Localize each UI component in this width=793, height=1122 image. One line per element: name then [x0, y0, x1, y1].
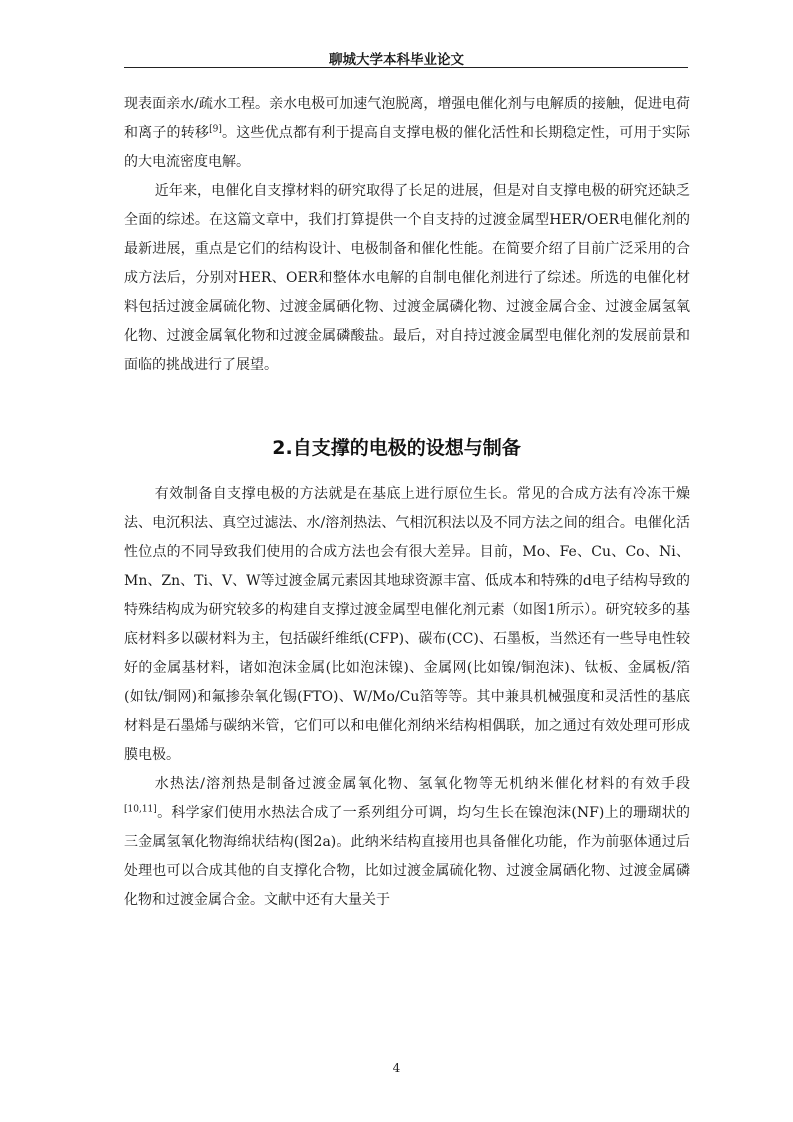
- paragraph-text: 。这些优点都有利于提高自支撑电极的催化活性和长期稳定性，可用于实际的大电流密度电解。: [124, 125, 691, 170]
- paragraph-text: 现表面亲水/疏水工程。亲水电极可加速气泡脱离，增强电催化剂与电解质的接触，促进电荷和离子的转移: [124, 96, 690, 141]
- section-heading: 2.自支撑的电极的设想与制备: [272, 437, 521, 459]
- paragraph: [124, 770, 690, 915]
- citation-ref: [9]: [209, 124, 222, 135]
- section-text-block: [124, 480, 690, 915]
- paragraph-text: 。科学家们使用水热法合成了一系列组分可调，均匀生长在镍泡沫(NF)上的珊瑚状的三金属氢氧化物海绵状结构(图2a)。此纳米结构直接用也具备催化功能，作为前驱体通过后处理也可以合成其他的自支撑化合物，比如过渡金属硫化物、过渡金属硒化物、过渡金属磷化物和过渡金属合金。文献中还有大量关于: [124, 805, 690, 908]
- paragraph: 近年来，电催化自支撑材料的研究取得了长足的进展，但是对自支撑电极的研究还缺乏全面的综述。在这篇文章中，我们打算提供一个自支持的过渡金属型HER/OER电催化剂的最新进展，重点是它们的结构设计、电极制备和催化性能。在简要介绍了目前广泛采用的合成方法后，分别对HER、OER和整体水电解的自制电催化剂进行了综述。所选的电催化材料包括过渡金属硫化物、过渡金属硒化物、过渡金属磷化物、过渡金属合金、过渡金属氢氧化物、过渡金属氧化物和过渡金属磷酸盐。最后，对自持过渡金属型电催化剂的发展前景和面临的挑战进行了展望。: [124, 183, 690, 373]
- paragraph-text: 水热法/溶剂热是制备过渡金属氧化物、氢氧化物等无机纳米催化材料的有效手段: [154, 776, 690, 792]
- header-divider: [124, 67, 688, 68]
- intro-text-block: [124, 90, 690, 380]
- page-number: 4: [392, 1061, 401, 1075]
- paragraph: [124, 90, 690, 177]
- running-header: 聊城大学本科毕业论文: [329, 52, 464, 68]
- citation-ref: [10,11]: [124, 804, 157, 815]
- paragraph: 有效制备自支撑电极的方法就是在基底上进行原位生长。常见的合成方法有冷冻干燥法、电沉积法、真空过滤法、水/溶剂热法、气相沉积法以及不同方法之间的组合。电催化活性位点的不同导致我们使用的合成方法也会有很大差异。目前，Mo、Fe、Cu、Co、Ni、Mn、Zn、Ti、V、W等过渡金属元素因其地球资源丰富、低成本和特殊的d电子结构导致的特殊结构成为研究较多的构建自支撑过渡金属型电催化剂元素（如图1所示）。研究较多的基底材料多以碳材料为主，包括碳纤维纸(CFP)、碳布(CC)、石墨板，当然还有一些导电性较好的金属基材料，诸如泡沫金属(比如泡沫镍)、金属网(比如镍/铜泡沫)、钛板、金属板/箔(如钛/铜网)和氟掺杂氧化锡(FTO)、W/Mo/Cu箔等等。其中兼具机械强度和灵活性的基底材料是石墨烯与碳纳米管，它们可以和电催化剂纳米结构相偶联，加之通过有效处理可形成膜电极。: [124, 486, 690, 763]
